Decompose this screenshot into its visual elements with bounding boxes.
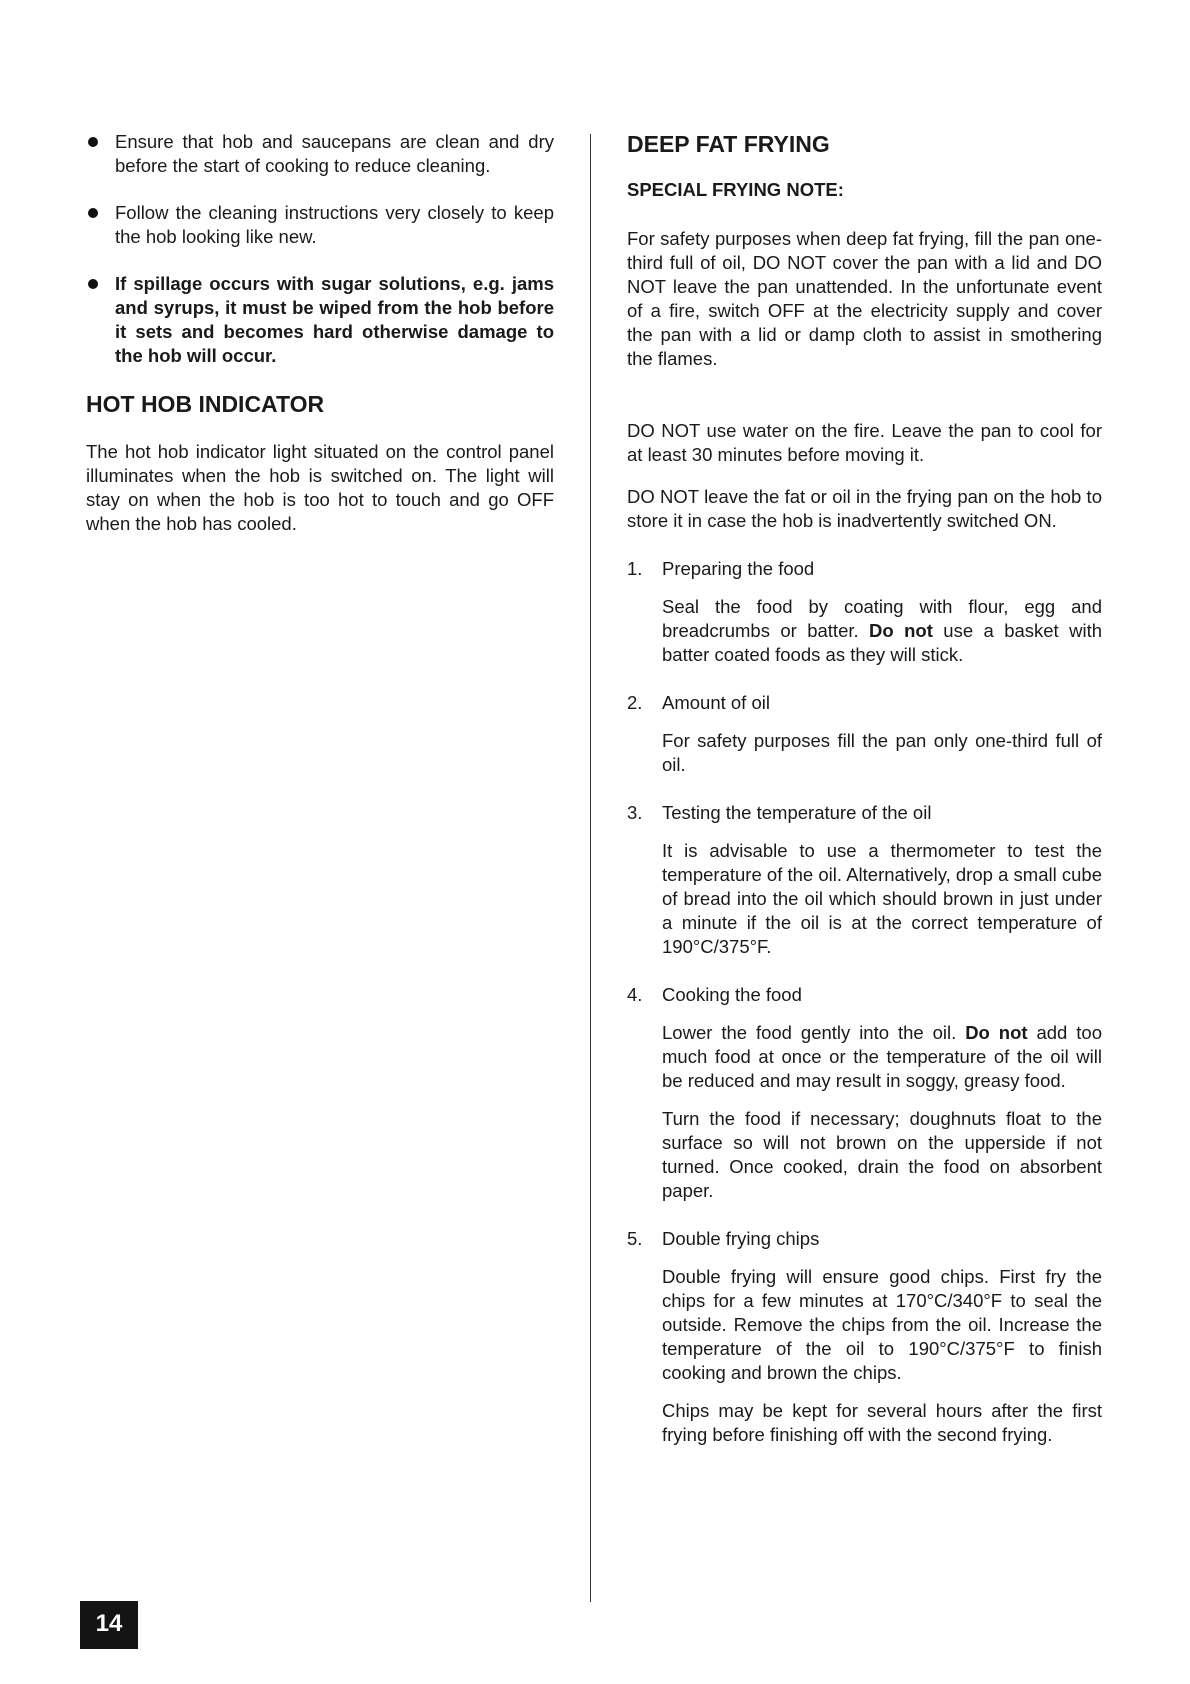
- step-title: [627, 983, 1102, 1007]
- step-2: [627, 691, 1102, 777]
- bullet-cleaning-instructions: [86, 201, 554, 249]
- right-column: [627, 130, 1102, 1447]
- step-4: [627, 983, 1102, 1203]
- step-body-text: add too much food at once or the temperature of the oil will be reduced and may result in soggy, greasy food.: [662, 1022, 1102, 1091]
- step-title-text: Double frying chips: [662, 1228, 820, 1249]
- deep-fat-frying-heading: DEEP FAT FRYING: [627, 131, 830, 157]
- step-body: [627, 1021, 1102, 1093]
- step-body-text: use a basket with batter coated foods as they will stick.: [662, 620, 1102, 665]
- step-body-2: Turn the food if necessary; doughnuts float to the surface so will not brown on the upperside if not turned. Once cooked, drain the food on absorbent paper.: [662, 1108, 1102, 1201]
- hot-hob-paragraph: The hot hob indicator light situated on the control panel illuminates when the hob is switched on. The light will stay on when the hob is too hot to touch and go OFF when the hob has cooled.: [86, 441, 554, 534]
- step-body-emphasis: Do not: [869, 620, 933, 641]
- bullet-dot-icon: [88, 279, 98, 289]
- step-body-text: Lower the food gently into the oil.: [662, 1022, 966, 1043]
- bullet-text: Ensure that hob and saucepans are clean and dry before the start of cooking to reduce cleaning.: [115, 131, 554, 176]
- step-title: [627, 801, 1102, 825]
- hot-hob-heading: HOT HOB INDICATOR: [86, 391, 325, 417]
- step-title-text: Cooking the food: [662, 984, 802, 1005]
- bullet-spillage-warning: [86, 272, 554, 368]
- step-1: [627, 557, 1102, 667]
- step-body: Double frying will ensure good chips. First fry the chips for a few minutes at 170°C/340°F to seal the outside. Remove the chips from the oil. Increase the temperature of the oil to 190°C/375°F to finish cooking and brown the chips.: [662, 1266, 1102, 1383]
- page-number-badge: 14: [80, 1601, 138, 1649]
- step-body-emphasis: Do not: [965, 1022, 1028, 1043]
- step-title: [627, 1227, 1102, 1251]
- step-body-2: Chips may be kept for several hours after the first frying before finishing off with the second frying.: [662, 1400, 1102, 1445]
- step-title: [627, 557, 1102, 581]
- step-title-text: Amount of oil: [662, 692, 770, 713]
- special-frying-note-heading: SPECIAL FRYING NOTE:: [627, 179, 844, 200]
- step-5: [627, 1227, 1102, 1447]
- step-body: It is advisable to use a thermometer to test the temperature of the oil. Alternatively, drop a small cube of bread into the oil which should brown in just under a minute if the oil is at the correct temperature of 190°C/375°F.: [662, 840, 1102, 957]
- step-number: 3.: [627, 802, 643, 823]
- step-title-text: Preparing the food: [662, 558, 815, 579]
- left-column: [86, 130, 554, 536]
- step-number: 4.: [627, 984, 643, 1005]
- bullet-text: Follow the cleaning instructions very closely to keep the hob looking like new.: [115, 202, 554, 247]
- step-3: [627, 801, 1102, 959]
- step-title-text: Testing the temperature of the oil: [662, 802, 932, 823]
- step-title: [627, 691, 1102, 715]
- step-body: [627, 595, 1102, 667]
- bullet-dot-icon: [88, 137, 98, 147]
- step-number: 2.: [627, 692, 643, 713]
- step-number: 5.: [627, 1228, 643, 1249]
- water-warning-paragraph: DO NOT use water on the fire. Leave the pan to cool for at least 30 minutes before moving it.: [627, 420, 1102, 465]
- safety-paragraph: For safety purposes when deep fat frying, fill the pan one-third full of oil, DO NOT cover the pan with a lid and DO NOT leave the pan unattended. In the unfortunate event of a fire, switch OFF at the electricity supply and cover the pan with a lid or damp cloth to assist in smothering the flames.: [627, 228, 1102, 369]
- step-number: 1.: [627, 558, 643, 579]
- storage-warning-paragraph: DO NOT leave the fat or oil in the frying pan on the hob to store it in case the hob is inadvertently switched ON.: [627, 486, 1102, 531]
- bullet-text: If spillage occurs with sugar solutions, e.g. jams and syrups, it must be wiped from the hob before it sets and becomes hard otherwise damage to the hob will occur.: [115, 273, 554, 366]
- step-body: For safety purposes fill the pan only one-third full of oil.: [662, 730, 1102, 775]
- bullet-dot-icon: [88, 208, 98, 218]
- step-body-text: Seal the food by coating with flour, egg and breadcrumbs or batter.: [662, 596, 1102, 641]
- bullet-clean-hob: [86, 130, 554, 178]
- column-divider: [590, 134, 591, 1602]
